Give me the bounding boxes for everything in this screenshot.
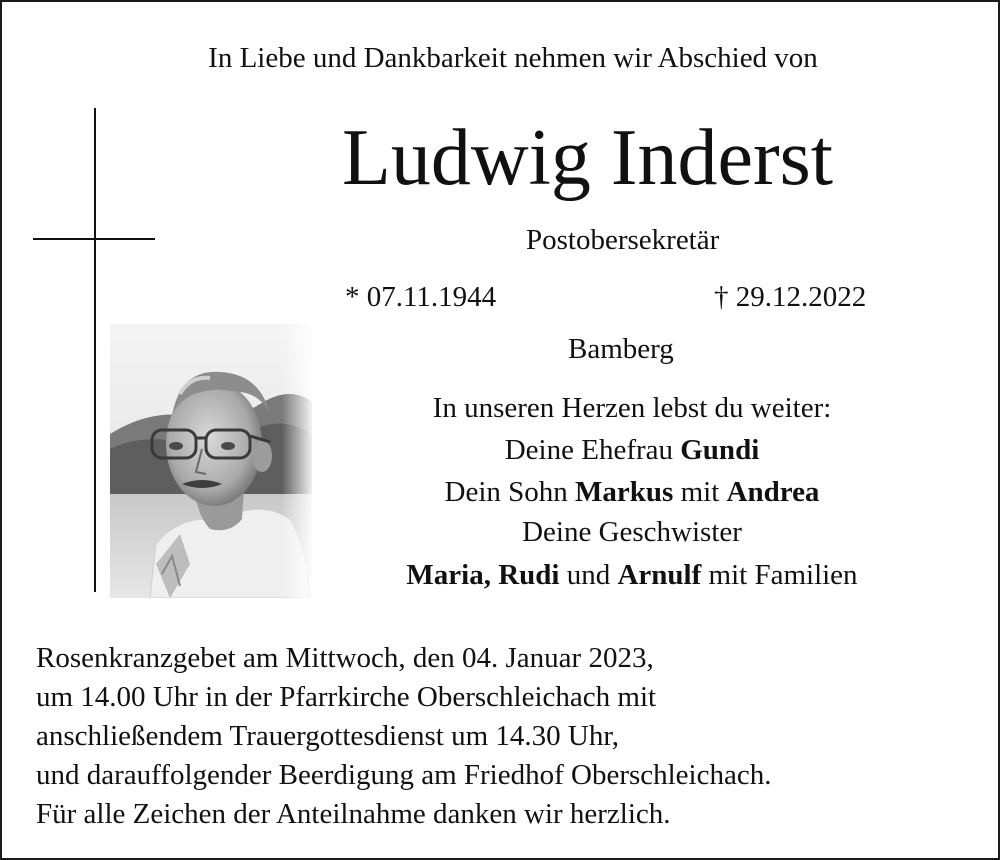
son-joiner: mit	[680, 476, 720, 508]
mourner-son	[352, 476, 912, 509]
mourner-wife	[352, 434, 912, 467]
service-line: um 14.00 Uhr in der Pfarrkirche Oberschleichach mit	[36, 681, 657, 713]
portrait-photo	[110, 324, 312, 598]
occupation: Postobersekretär	[526, 224, 720, 256]
service-line: und darauffolgender Beerdigung am Friedhof Oberschleichach.	[36, 759, 772, 791]
siblings-suffix: mit Familien	[708, 559, 858, 591]
sibling-names-1: Maria, Rudi	[406, 559, 560, 591]
service-line: anschließendem Trauergottesdienst um 14.30 Uhr,	[36, 720, 620, 752]
sibling-joiner: und	[566, 559, 611, 591]
thanks-line: Für alle Zeichen der Anteilnahme danken wir herzlich.	[36, 798, 671, 830]
service-line: Rosenkranzgebet am Mittwoch, den 04. Januar 2023,	[36, 642, 654, 674]
mourners-heading: In unseren Herzen lebst du weiter:	[432, 392, 832, 424]
son-name: Markus	[575, 476, 674, 508]
deceased-name: Ludwig Inderst	[342, 114, 834, 202]
wife-name: Gundi	[680, 434, 760, 466]
siblings-heading: Deine Geschwister	[522, 516, 742, 548]
mourner-siblings	[352, 559, 912, 592]
intro-text: In Liebe und Dankbarkeit nehmen wir Abschied von	[208, 42, 818, 74]
cross-icon-vertical	[94, 108, 96, 592]
place: Bamberg	[568, 333, 674, 365]
sibling-names-2: Arnulf	[617, 559, 702, 591]
cross-icon-horizontal	[33, 238, 155, 240]
son-partner: Andrea	[726, 476, 820, 508]
death-date: † 29.12.2022	[714, 281, 867, 313]
wife-prefix: Deine Ehefrau	[504, 434, 673, 466]
son-prefix: Dein Sohn	[444, 476, 568, 508]
birth-date: * 07.11.1944	[345, 281, 497, 313]
